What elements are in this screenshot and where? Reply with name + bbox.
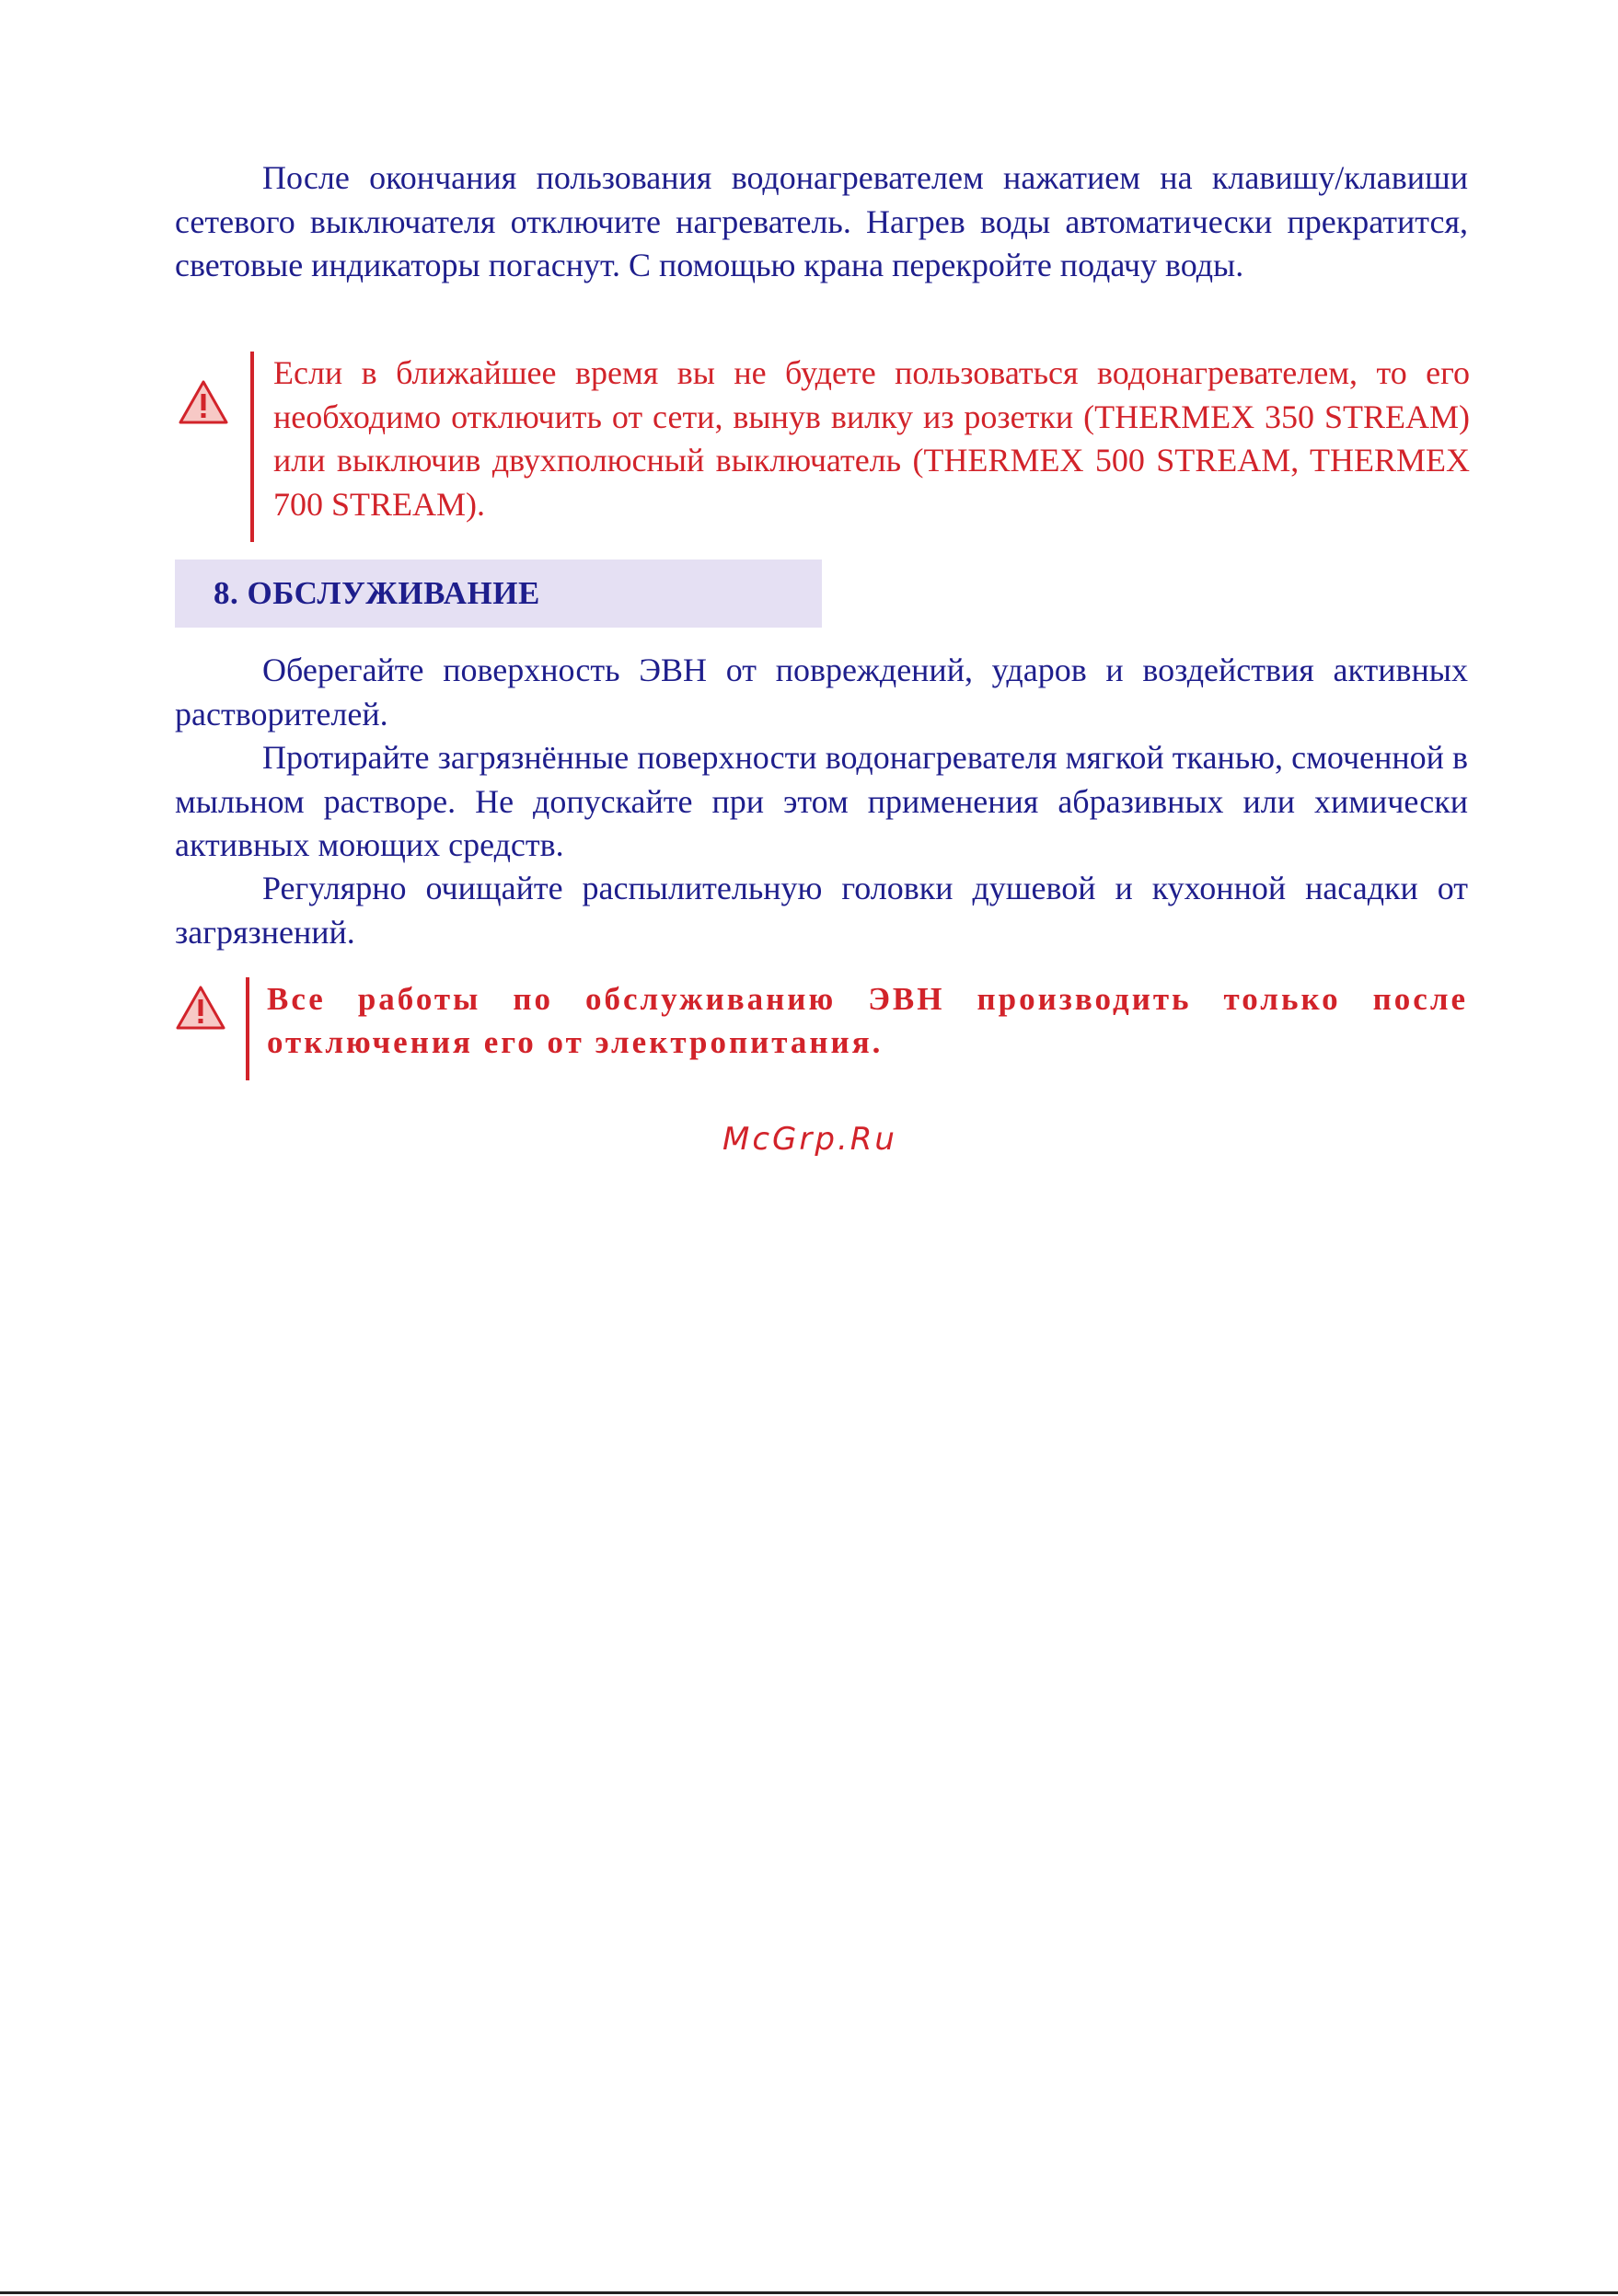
paragraph-clean-heads: Регулярно очищайте распылительную головки душевой и кухонной насадки от загрязнений. [175, 870, 1468, 951]
warning-triangle-icon [175, 985, 226, 1031]
warning-triangle-icon [178, 379, 229, 425]
warning-disconnect [175, 352, 1473, 542]
paragraph-protect-surface: Оберегайте поверхность ЭВН от повреждений, ударов и воздействия активных растворителей. [175, 652, 1468, 733]
warning-disconnect-text: Если в ближайшее время вы не будете пользоваться водонагревателем, то его необходимо отключить от сети, вынув вилку из розетки (THERMEX 350 STREAM) или выключив двухполюсный выключатель (THERMEX 500 STREAM, THERMEX 700 STREAM). [273, 354, 1470, 523]
warning-maintenance [175, 977, 1473, 1080]
warning-bar [246, 977, 249, 1080]
bottom-rule [0, 2291, 1618, 2294]
section-header [175, 560, 822, 628]
paragraph-wipe-surfaces: Протирайте загрязнённые поверхности водонагревателя мягкой тканью, смоченной в мыльном растворе. Не допускайте при этом применения абразивных или химически активных моющих средств. [175, 739, 1468, 863]
warning-maintenance-text: Все работы по обслуживанию ЭВН производить только после отключения его от электропитания. [267, 981, 1468, 1060]
section-title: 8. ОБСЛУЖИВАНИЕ [214, 575, 540, 611]
footer-brand: McGrp.Ru [722, 1121, 897, 1158]
paragraph-after-use: После окончания пользования водонагревателем нажатием на клавишу/клавиши сетевого выключателя отключите нагреватель. Нагрев воды автоматически прекратится, световые индикаторы погаснут. С помощью крана перекройте подачу воды. [175, 159, 1468, 283]
warning-bar [250, 352, 254, 542]
